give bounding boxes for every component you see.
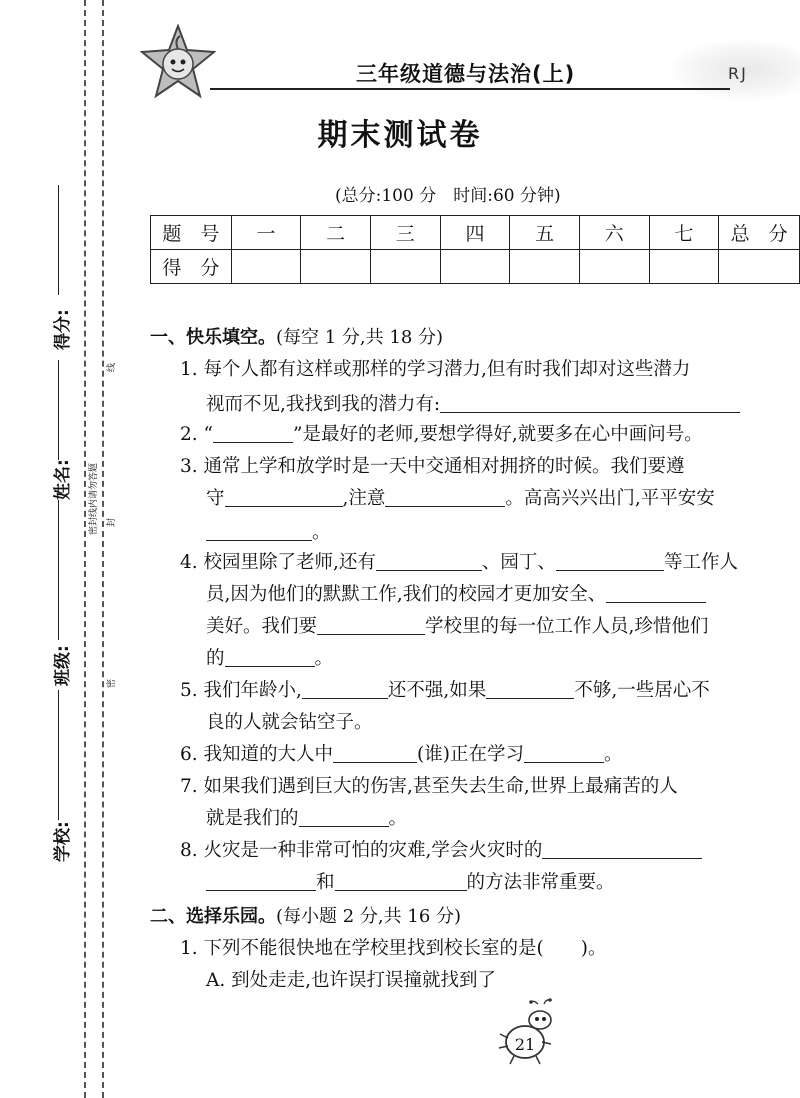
answer-blank[interactable] — [299, 808, 389, 828]
q4-text-c: 等工作人 — [663, 552, 738, 573]
q1-line2 — [206, 390, 740, 416]
school-field-line — [58, 690, 59, 820]
q3-line1: 3. 通常上学和放学时是一天中交通相对拥挤的时候。我们要遵 — [180, 456, 685, 477]
answer-blank[interactable] — [206, 872, 316, 892]
score-input-cell[interactable] — [370, 250, 440, 284]
section2-note: (每小题 2 分,共 16 分) — [276, 906, 462, 927]
q2-text-a: 2. “ — [180, 424, 213, 445]
q7-line1: 7. 如果我们遇到巨大的伤害,甚至失去生命,世界上最痛苦的人 — [180, 776, 678, 797]
q4-text-f: 学校里的每一位工作人员,珍惜他们 — [425, 616, 709, 637]
answer-blank[interactable] — [606, 584, 706, 604]
section1-heading-line — [150, 323, 443, 349]
score-field-line — [58, 185, 59, 295]
section1-note: (每空 1 分,共 18 分) — [276, 327, 444, 348]
table-cell: 二 — [301, 216, 371, 250]
answer-blank[interactable] — [335, 872, 467, 892]
section2-heading: 二、选择乐园。 — [150, 906, 276, 927]
section1-heading: 一、快乐填空。 — [150, 327, 276, 348]
answer-blank[interactable] — [213, 424, 293, 444]
table-cell: 总 分 — [719, 216, 800, 250]
q3-text-b: ,注意 — [342, 488, 386, 509]
score-input-cell[interactable] — [649, 250, 719, 284]
table-cell: 四 — [440, 216, 510, 250]
answer-blank[interactable] — [317, 616, 425, 636]
q1-line1: 1. 每个人都有这样或那样的学习潜力,但有时我们却对这些潜力 — [180, 359, 691, 380]
table-cell: 三 — [370, 216, 440, 250]
q4-text-b: 、园丁、 — [481, 552, 556, 573]
q4-line3 — [206, 612, 708, 638]
q6-text-c: 。 — [603, 744, 623, 765]
answer-blank[interactable] — [376, 552, 482, 572]
header-rule — [210, 88, 730, 90]
q3-line3 — [206, 518, 331, 544]
q4-line4 — [206, 644, 333, 670]
seal-line-text: 密封线内请勿答题 — [89, 462, 99, 535]
q5-line2: 良的人就会钻空子。 — [206, 712, 373, 733]
q8-text-a: 8. 火灾是一种非常可怕的灾难,学会火灾时的 — [180, 840, 543, 861]
q5-text-a: 5. 我们年龄小, — [180, 680, 302, 701]
table-cell: 一 — [231, 216, 301, 250]
q8-line1 — [180, 836, 702, 862]
q3-text-d: 。 — [312, 522, 331, 543]
q5-text-c: 不够,一些居心不 — [574, 680, 710, 701]
q6-line — [180, 740, 623, 766]
score-input-cell[interactable] — [440, 250, 510, 284]
score-label: 得分: — [53, 309, 73, 350]
score-input-cell[interactable] — [231, 250, 301, 284]
answer-blank[interactable] — [206, 522, 312, 542]
score-table-score-row — [151, 250, 800, 284]
q4-text-h: 。 — [314, 648, 334, 669]
bug-page-icon — [488, 998, 566, 1070]
q3-line2 — [206, 484, 715, 510]
s2-q1-option-a[interactable]: A. 到处走走,也许误打误撞就找到了 — [206, 970, 497, 991]
answer-blank[interactable] — [333, 744, 417, 764]
answer-blank[interactable] — [524, 744, 604, 764]
answer-blank[interactable] — [440, 394, 740, 414]
name-field-line — [58, 360, 59, 460]
answer-blank[interactable] — [225, 648, 315, 668]
class-field-line — [58, 500, 59, 640]
q7-line2 — [206, 804, 407, 830]
score-table — [150, 215, 800, 284]
score-input-cell[interactable] — [301, 250, 371, 284]
table-cell: 六 — [579, 216, 649, 250]
table-cell: 五 — [510, 216, 580, 250]
seal-feng-char: 封 — [107, 517, 117, 527]
q8-line2 — [206, 868, 615, 894]
q4-line1 — [180, 548, 738, 574]
q7-text-b: 。 — [388, 808, 408, 829]
answer-blank[interactable] — [302, 680, 388, 700]
score-input-cell[interactable] — [719, 250, 800, 284]
star-mascot-icon — [140, 24, 216, 100]
q6-text-b: (谁)正在学习 — [417, 744, 524, 765]
book-title: 三年级道德与法治(上) — [356, 62, 576, 86]
q3-text-c: 。高高兴兴出门,平平安安 — [505, 488, 715, 509]
q4-line2 — [206, 580, 706, 606]
seal-xian-char: 线 — [107, 362, 117, 372]
answer-blank[interactable] — [556, 552, 664, 572]
q5-text-b: 还不强,如果 — [387, 680, 487, 701]
q3-text-a: 守 — [206, 488, 225, 509]
s2-q1: 1. 下列不能很快地在学校里找到校长室的是( )。 — [180, 938, 607, 959]
q4-text-d: 员,因为他们的默默工作,我们的校园才更加安全、 — [206, 584, 607, 605]
answer-blank[interactable] — [486, 680, 574, 700]
q8-text-b: 和 — [316, 872, 335, 893]
name-label: 姓名: — [53, 459, 73, 500]
binding-dashed-line-right — [102, 0, 104, 1098]
score-input-cell[interactable] — [579, 250, 649, 284]
table-cell: 得 分 — [151, 250, 232, 284]
score-table-header-row — [151, 216, 800, 250]
answer-blank[interactable] — [542, 840, 702, 860]
table-cell: 七 — [649, 216, 719, 250]
q2-text-b: ”是最好的老师,要想学得好,就要多在心中画问号。 — [293, 424, 703, 445]
edition-label: RJ — [728, 64, 748, 83]
q2-line — [180, 420, 703, 446]
answer-blank[interactable] — [225, 488, 343, 508]
q4-text-g: 的 — [206, 648, 225, 669]
exam-title: 期末测试卷 — [317, 118, 483, 153]
class-label: 班级: — [53, 645, 73, 686]
q7-text-a: 就是我们的 — [206, 808, 299, 829]
q1-line2-text: 视而不见,我找到我的潜力有: — [206, 394, 441, 415]
page-number: 21 — [514, 1035, 536, 1054]
score-input-cell[interactable] — [510, 250, 580, 284]
binding-dashed-line-left — [84, 0, 86, 1098]
seal-mi-char: 密 — [107, 678, 117, 688]
q8-text-c: 的方法非常重要。 — [466, 872, 615, 893]
q5-line1 — [180, 676, 710, 702]
q6-text-a: 6. 我知道的大人中 — [180, 744, 334, 765]
answer-blank[interactable] — [385, 488, 505, 508]
exam-info: (总分:100 分 时间:60 分钟) — [335, 186, 561, 206]
table-cell: 题 号 — [151, 216, 232, 250]
section2-heading-line — [150, 902, 461, 928]
q4-text-e: 美好。我们要 — [206, 616, 318, 637]
school-label: 学校: — [53, 821, 73, 862]
q4-text-a: 4. 校园里除了老师,还有 — [180, 552, 376, 573]
